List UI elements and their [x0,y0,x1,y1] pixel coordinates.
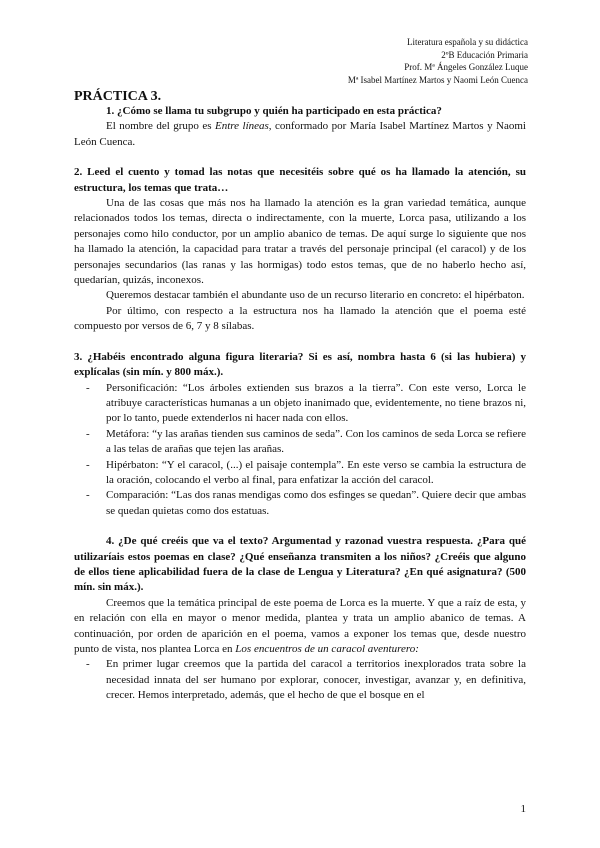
group-name: Entre líneas, [215,120,272,133]
answer-1 [74,119,526,150]
list-item: - Hipérbaton: “Y el caracol, (...) el paisaje contempla”. En este verso se cambia la estructura de la oración, colocando el verbo al final, para enfatizar la acción del caracol. [74,458,526,489]
figures-list [74,381,526,520]
poem-title: Los encuentros de un caracol aventurero: [235,643,419,655]
list-item: - En primer lugar creemos que la partida del caracol a territorios inexplorados trata sobre la necesidad innata del ser humano por explorar, conocer, investigar, avanzar y, en definitiva, crecer. Hemos interpretado, además, que el hecho de que el bosque en el [74,657,526,703]
answer-1-pre: El nombre del grupo es [106,120,216,133]
header-course: Literatura española y su didáctica [407,37,528,47]
question-2: 2. Leed el cuento y tomad las notas que necesitéis sobre qué os ha llamado la atención, su estructura, los temas que trata… [74,166,526,194]
themes-list [74,657,526,703]
header-professor: Prof. Mª Ángeles González Luque [404,62,528,72]
answer-2-paragraph: Una de las cosas que más nos ha llamado la atención es la gran variedad temática, aunque relacionados todos los temas, directa o indirectamente, con la muerte, Lorca pasa, utilizando a los personajes como hilo conductor, por un amplio abanico de temas. De aquí surge lo siguiente que nos ha llamado la atención, la capacidad para tratar a través del personaje principal (el caracol) y de los personajes secundarios (las ranas y las hormigas) todo estos temas, que de no haberlo hecho así, quedarían, quizás, inconexos. [74,197,526,287]
document-header [348,36,528,86]
answer-1-post: conformado por María Isabel Martínez Martos y Naomi León Cuenca. [74,120,526,148]
answer-4-pre: Creemos que la temática principal de este poema de Lorca es la muerte. Y que a raíz de esta, y en relación con ella en mayor o menor medida, plantea y trata un amplio abanico de temas. A continuación, por orden de aparición en el poema, vamos a exponer los temas que, desde nuestro punto de vista, nos plantea Lorca en [74,596,526,655]
question-1: 1. ¿Cómo se llama tu subgrupo y quién ha participado en esta práctica? [106,105,442,117]
answer-2-paragraph: Queremos destacar también el abundante uso de un recurso literario en concreto: el hipérbaton. [106,289,525,302]
document-body [74,104,526,704]
page-number: 1 [520,803,526,815]
question-3: 3. ¿Habéis encontrado alguna figura literaria? Si es así, nombra hasta 6 (si las hubiera) y explícalas (sin mín. y 800 máx.). [74,350,526,379]
list-item: - Comparación: “Las dos ranas mendigas como dos esfinges se quedan”. Quiere decir que ambas se quedan quietas como dos estatuas. [74,488,526,519]
answer-2-paragraph: Por último, con respecto a la estructura nos ha llamado la atención que el poema esté compuesto por versos de 6, 7 y 8 sílabas. [74,304,526,333]
list-item: - Metáfora: “y las arañas tienden sus caminos de seda”. Con los caminos de seda Lorca se refiere a las telas de arañas que tejen las arañas. [74,427,526,458]
header-authors: Mª Isabel Martínez Martos y Naomi León Cuenca [347,74,528,85]
page-title: PRÁCTICA 3. [74,89,162,104]
header-group: 2ºB Educación Primaria [441,49,528,60]
question-4: 4. ¿De qué creéis que va el texto? Argumentad y razonad vuestra respuesta. ¿Para qué utilizaríais estos poemas en clase? ¿Qué enseñanza transmiten a los niños? ¿Creéis que alguno de ellos tiene aplicabilidad fuera de la clase de Lengua y Literatura? ¿En qué asignatura? (500 mín. sin máx.). [74,535,526,594]
list-item: - Personificación: “Los árboles extienden sus brazos a la tierra”. Con este verso, Lorca le atribuye características humanas a un objeto inanimado que, evidentemente, no tiene brazos ni, por lo tanto, puede extenderlos ni hacer nada con ellos. [74,381,526,427]
answer-4-paragraph [74,596,526,658]
